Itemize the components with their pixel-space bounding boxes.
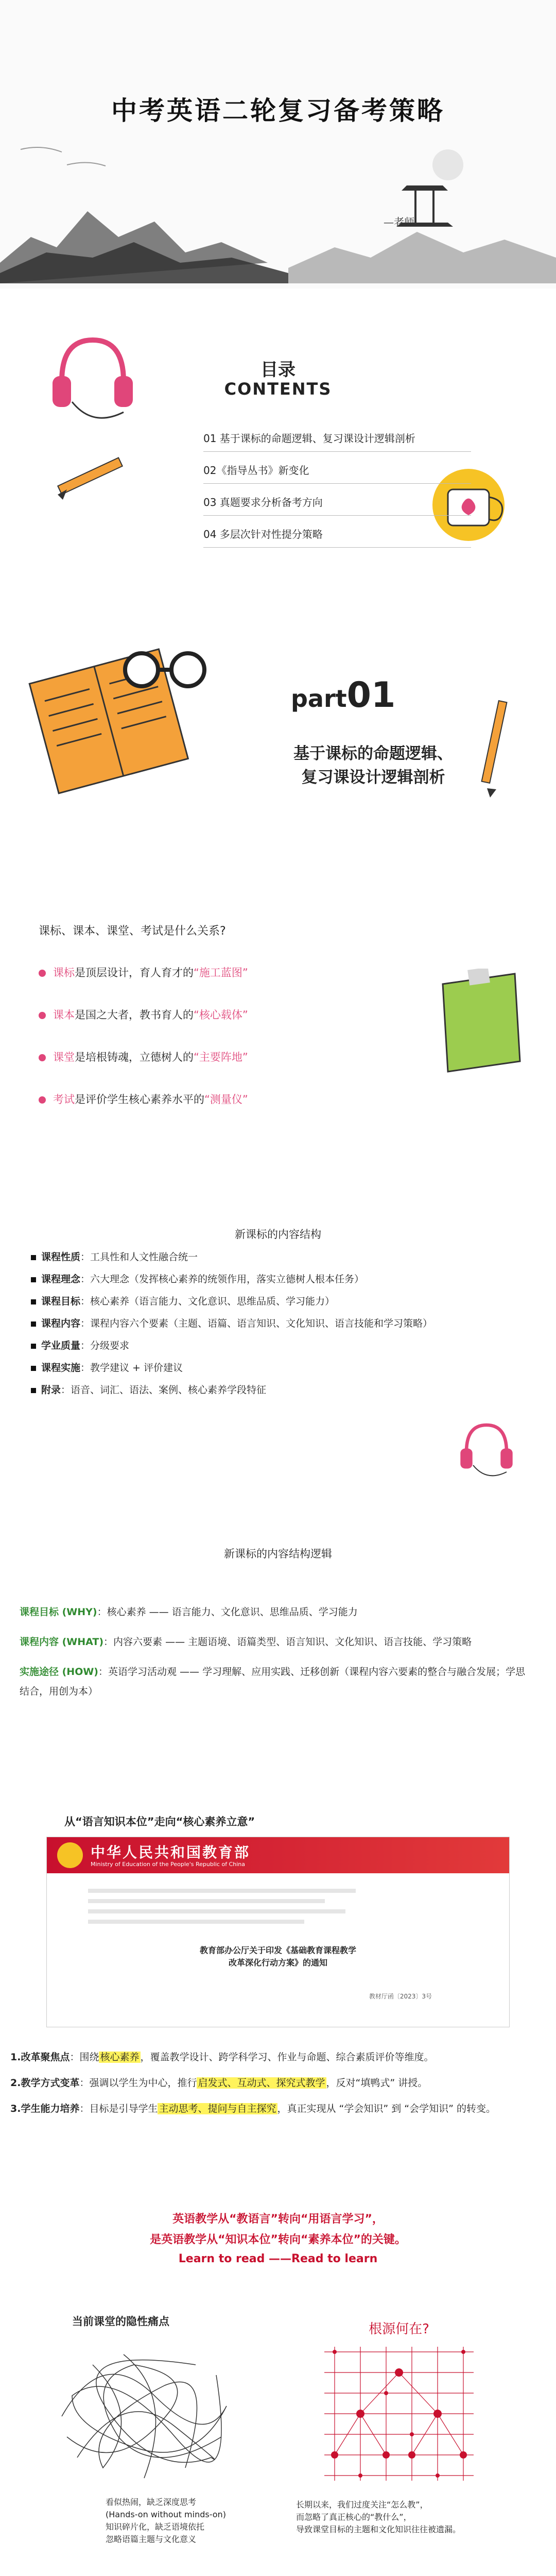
- reform-list: [10, 2048, 546, 2118]
- part-section: [0, 603, 556, 902]
- pain-heading: 当前课堂的隐性痛点: [72, 2315, 169, 2328]
- bullet-icon: [31, 1344, 36, 1349]
- author-dash: —: [384, 216, 394, 228]
- moe-caption: 从“语言知识本位”走向“核心素养立意”: [64, 1816, 255, 1828]
- shift-section: [0, 2210, 556, 2293]
- pain-note: 导致课堂目标的主题和文化知识往往被遗漏。: [296, 2524, 461, 2534]
- toc-section: [0, 289, 556, 598]
- toc-item[interactable]: 03 真题要求分析备考方向: [203, 484, 471, 516]
- shift-line: 英语教学从“教语言”转向“用语言学习”，: [172, 2213, 384, 2226]
- moe-doc-meta: [47, 1873, 509, 1924]
- structure-section: [0, 1226, 556, 1515]
- pain-note: 知识碎片化，缺乏语境依托: [106, 2522, 205, 2532]
- pain-note: 看似热闹，缺乏深度思考: [106, 2497, 197, 2507]
- structure-item: 课程理念：六大理念（发挥核心素养的统领作用，落实立德树人根本任务）: [31, 1272, 463, 1287]
- toc-item[interactable]: 04 多层次针对性提分策略: [203, 516, 471, 548]
- bullet-icon: [39, 1096, 46, 1104]
- meta-line: [88, 1889, 356, 1893]
- doc-title-line: 改革深化行动方案》的通知: [228, 1958, 327, 1968]
- bullet-icon: [39, 970, 46, 977]
- pain-note: 长期以来，我们过度关注“怎么教”，: [296, 2500, 428, 2510]
- moe-section: [0, 1814, 556, 2035]
- structure-list: [31, 1249, 463, 1398]
- moe-banner: [47, 1837, 509, 1873]
- roles-section: [0, 902, 556, 1170]
- part-prefix: part: [291, 685, 347, 713]
- moe-banner-subtitle: Ministry of Education of the People's Republic of China: [91, 1861, 245, 1868]
- cover-author-name: 老师: [394, 216, 414, 228]
- pain-note: 而忽略了真正核心的“教什么”，: [296, 2512, 412, 2522]
- tangled-scribble-illustration: [41, 2334, 247, 2488]
- meta-line: [88, 1909, 345, 1913]
- logic-item: 课程内容 (WHAT)：内容六要素 —— 主题语境、语篇类型、语言知识、文化知识、语言技能、学习策略: [20, 1636, 472, 1648]
- role-item: 考试是评价学生核心素养水平的“测量仪”: [39, 1093, 248, 1135]
- bullet-icon: [31, 1299, 36, 1304]
- meta-line: [88, 1920, 304, 1924]
- role-item: 课本是国之大者，教书育人的“核心载体”: [39, 1008, 248, 1050]
- ink-mountains-illustration: [0, 129, 556, 283]
- reform-item: 2.教学方式变革：强调以学生为中心，推行 启发式、互动式、探究式教学 ，反对“填鸭式” 讲授。: [10, 2077, 428, 2089]
- logic-heading: 新课标的内容结构逻辑: [224, 1548, 332, 1560]
- bullet-icon: [31, 1366, 36, 1371]
- shift-line-en: Learn to read ——Read to learn: [178, 2252, 378, 2265]
- structure-item: 课程实施：教学建议 + 评价建议: [31, 1360, 463, 1376]
- pencil-icon: [51, 443, 134, 505]
- shift-line: 是英语教学从“知识本位”转向“素养本位”的关键。: [150, 2233, 406, 2246]
- pain-section: [0, 2313, 556, 2571]
- toc-list: [203, 420, 471, 548]
- emblem-icon: [57, 1842, 83, 1868]
- toc-item[interactable]: 01 基于课标的命题逻辑、复习课设计逻辑剖析: [203, 420, 471, 452]
- cover-section: [0, 0, 556, 289]
- cover-title: 中考英语二轮复习备考策略: [111, 95, 445, 126]
- moe-doc-title: [47, 1944, 509, 1969]
- toc-heading: 目录: [260, 360, 296, 380]
- pain-note: 忽略语篇主题与文化意义: [106, 2534, 197, 2544]
- logic-item: 实施途径 (HOW)：英语学习活动观 —— 学习理解、应用实践、迁移创新（课程内容六要素的整合与融合发展；学思结合，用创为本）: [20, 1666, 526, 1697]
- toc-item[interactable]: 02《指导丛书》新变化: [203, 452, 471, 484]
- root-network-diagram: [314, 2342, 484, 2491]
- doc-title-line: 教育部办公厅关于印发《基础教育课程教学: [199, 1945, 356, 1955]
- reform-item: 3.学生能力培养：目标是引导学生 主动思考、提问与自主探究 ，真正实现从 “学会知识” 到 “会学知识” 的转变。: [10, 2103, 496, 2114]
- meta-line: [88, 1899, 325, 1903]
- headphones-icon: [453, 1412, 520, 1479]
- pain-left-notes: [106, 2496, 226, 2546]
- pain-right-notes: [296, 2499, 543, 2536]
- moe-banner-title: 中华人民共和国教育部: [91, 1844, 251, 1861]
- toc-heading-en: CONTENTS: [224, 379, 332, 399]
- bullet-icon: [31, 1388, 36, 1393]
- role-item: 课标是顶层设计，育人育才的“施工蓝图”: [39, 966, 248, 1008]
- logic-list: [20, 1602, 534, 1701]
- bullet-icon: [39, 1054, 46, 1061]
- reform-section: [0, 2048, 556, 2202]
- pain-note: (Hands-on without minds-on): [106, 2510, 226, 2519]
- bullet-icon: [31, 1277, 36, 1282]
- role-item: 课堂是培根铸魂，立德树人的“主要阵地”: [39, 1050, 248, 1093]
- bullet-icon: [31, 1255, 36, 1260]
- sticky-note-illustration: [432, 969, 525, 1077]
- structure-item: 附录：语音、词汇、语法、案例、核心素养学段特征: [31, 1382, 463, 1398]
- part-number: [291, 675, 395, 716]
- part-title-line: 基于课标的命题逻辑、: [293, 744, 453, 763]
- part-title: [229, 742, 517, 789]
- part-title-line: 复习课设计逻辑剖析: [301, 768, 445, 787]
- roles-list: [39, 966, 248, 1135]
- structure-item: 课程内容：课程内容六个要素（主题、语篇、语言知识、文化知识、语言技能和学习策略）: [31, 1316, 463, 1332]
- moe-document-image: [46, 1837, 510, 2027]
- structure-heading: 新课标的内容结构: [235, 1228, 321, 1241]
- bullet-icon: [31, 1321, 36, 1327]
- reform-item: 1.改革聚焦点：围绕 核心素养 ，覆盖教学设计、跨学科学习、作业与命题、综合素质评价等维度。: [10, 2052, 434, 2063]
- bullet-icon: [39, 1012, 46, 1019]
- root-heading: 根源何在?: [369, 2321, 429, 2337]
- structure-item: 学业质量：分级要求: [31, 1338, 463, 1354]
- glasses-icon: [113, 644, 216, 696]
- structure-item: 课程性质：工具性和人文性融合统一: [31, 1249, 463, 1265]
- structure-item: 课程目标：核心素养（语言能力、文化意识、思维品质、学习能力）: [31, 1294, 463, 1310]
- roles-question: 课标、课本、课堂、考试是什么关系?: [39, 925, 226, 938]
- part-digits: 01: [346, 675, 396, 716]
- logic-item: 课程目标 (WHY)：核心素养 —— 语言能力、文化意识、思维品质、学习能力: [20, 1606, 358, 1618]
- logic-section: [0, 1546, 556, 1793]
- moe-doc-number: 教材厅函〔2023〕3号: [369, 1993, 432, 2000]
- cover-author: [384, 214, 414, 229]
